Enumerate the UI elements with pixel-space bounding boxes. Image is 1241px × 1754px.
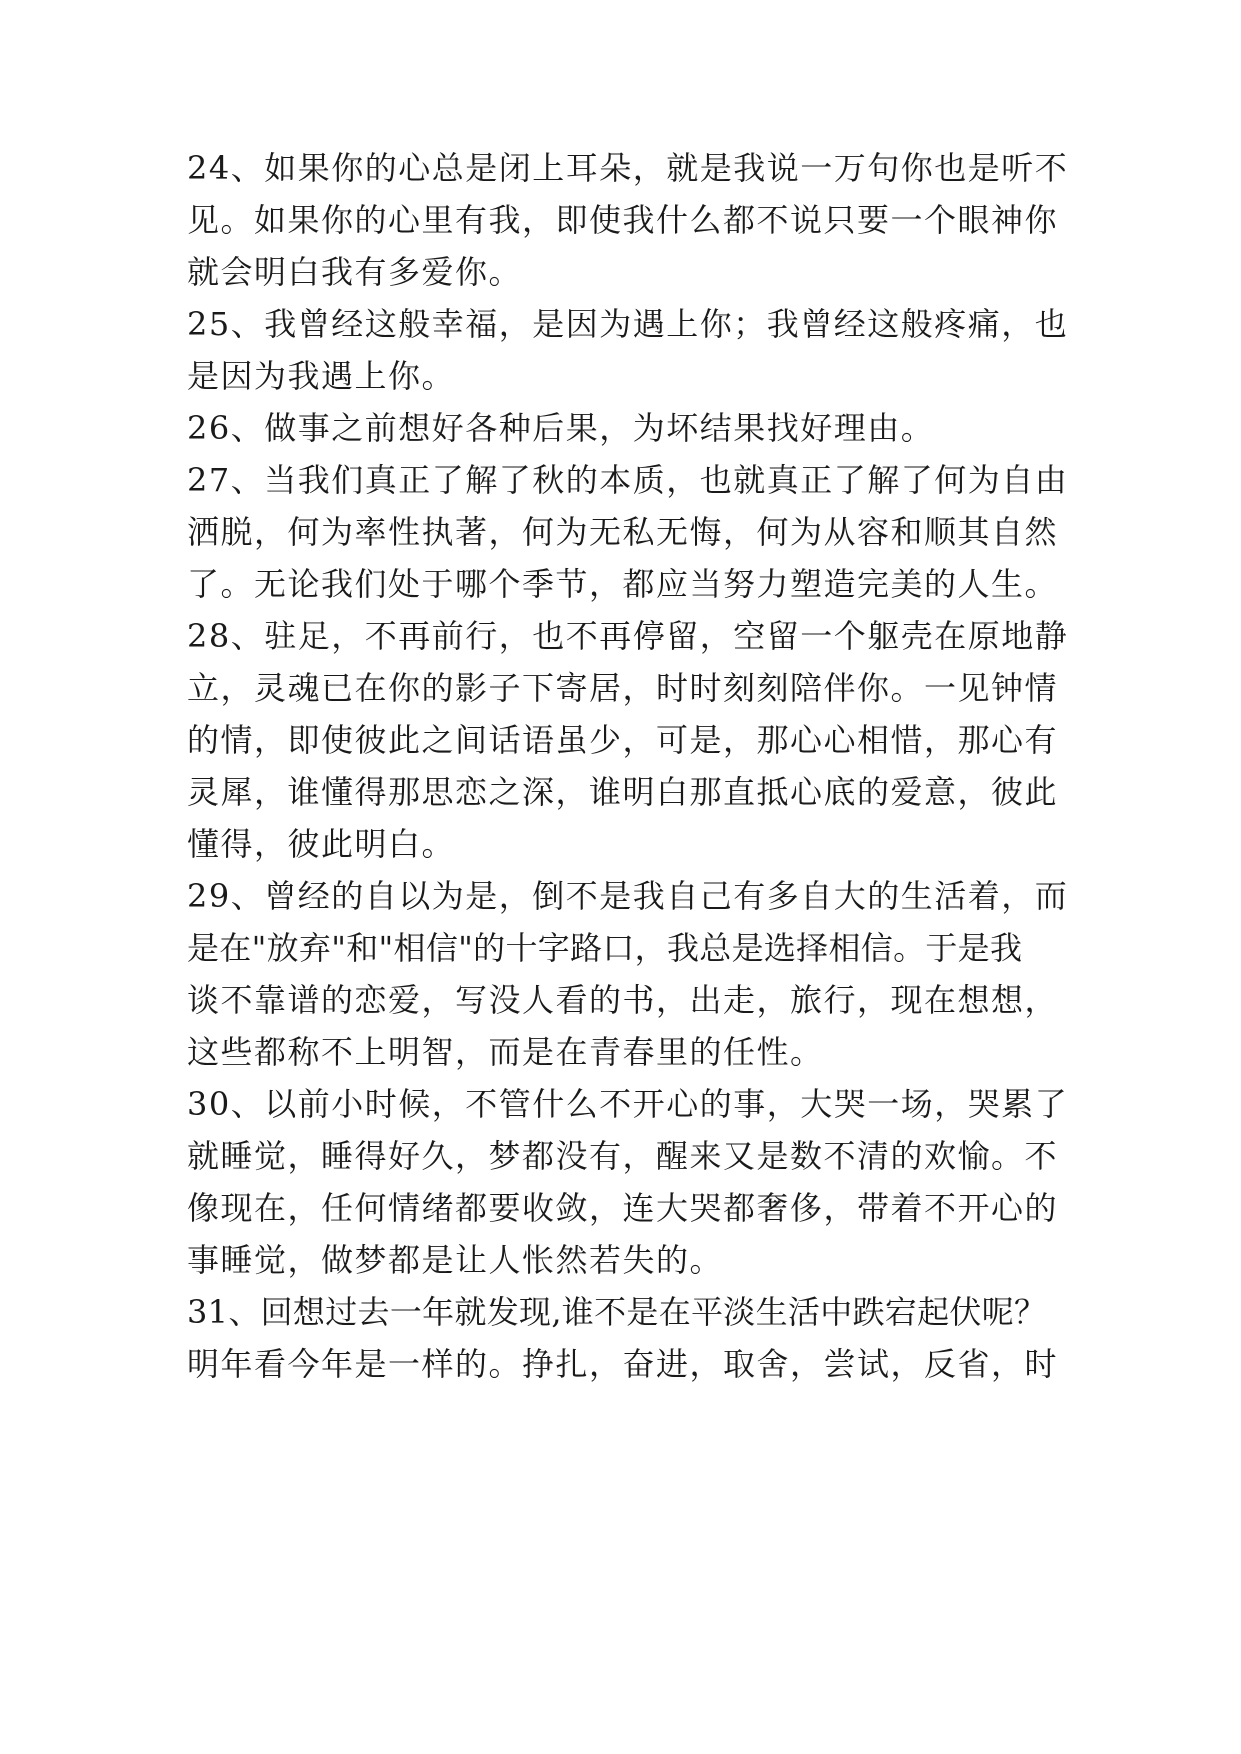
text-line: 懂得，彼此明白。 (187, 825, 456, 863)
text-line: 谈不靠谱的恋爱，写没人看的书，出走，旅行，现在想想， (187, 981, 1059, 1019)
text-line: 24、如果你的心总是闭上耳朵，就是我说一万句你也是听不 (187, 149, 1069, 187)
text-line: 28、驻足，不再前行，也不再停留，空留一个躯壳在原地静 (187, 617, 1069, 655)
text-line: 明年看今年是一样的。挣扎，奋进，取舍，尝试，反省，时 (187, 1345, 1059, 1383)
text-line: 30、以前小时候，不管什么不开心的事，大哭一场，哭累了 (187, 1085, 1069, 1123)
text-line: 的情，即使彼此之间话语虽少，可是，那心心相惜，那心有 (187, 721, 1059, 759)
text-line: 见。如果你的心里有我，即使我什么都不说只要一个眼神你 (187, 201, 1059, 239)
text-line: 31、回想过去一年就发现,谁不是在平淡生活中跌宕起伏呢？ (187, 1293, 1047, 1331)
text-line: 立，灵魂已在你的影子下寄居，时时刻刻陪伴你。一见钟情 (187, 669, 1059, 707)
text-line: 26、做事之前想好各种后果，为坏结果找好理由。 (187, 409, 935, 447)
text-line: 27、当我们真正了解了秋的本质，也就真正了解了何为自由 (187, 461, 1069, 499)
text-line: 就睡觉，睡得好久，梦都没有，醒来又是数不清的欢愉。不 (187, 1137, 1059, 1175)
text-line: 洒脱，何为率性执著，何为无私无悔，何为从容和顺其自然 (187, 513, 1059, 551)
text-line: 这些都称不上明智，而是在青春里的任性。 (187, 1033, 824, 1071)
text-line: 就会明白我有多爱你。 (187, 253, 523, 291)
text-line: 25、我曾经这般幸福，是因为遇上你；我曾经这般疼痛，也 (187, 305, 1069, 343)
text-line: 事睡觉，做梦都是让人怅然若失的。 (187, 1241, 724, 1279)
text-line: 是因为我遇上你。 (187, 357, 456, 395)
text-line: 灵犀，谁懂得那思恋之深，谁明白那直抵心底的爱意，彼此 (187, 773, 1059, 811)
text-line: 29、曾经的自以为是，倒不是我自己有多自大的生活着，而 (187, 877, 1069, 915)
text-line: 像现在，任何情绪都要收敛，连大哭都奢侈，带着不开心的 (187, 1189, 1059, 1227)
text-line: 是在"放弃"和"相信"的十字路口，我总是选择相信。于是我 (187, 929, 1023, 967)
text-line: 了。无论我们处于哪个季节，都应当努力塑造完美的人生。 (187, 565, 1059, 603)
